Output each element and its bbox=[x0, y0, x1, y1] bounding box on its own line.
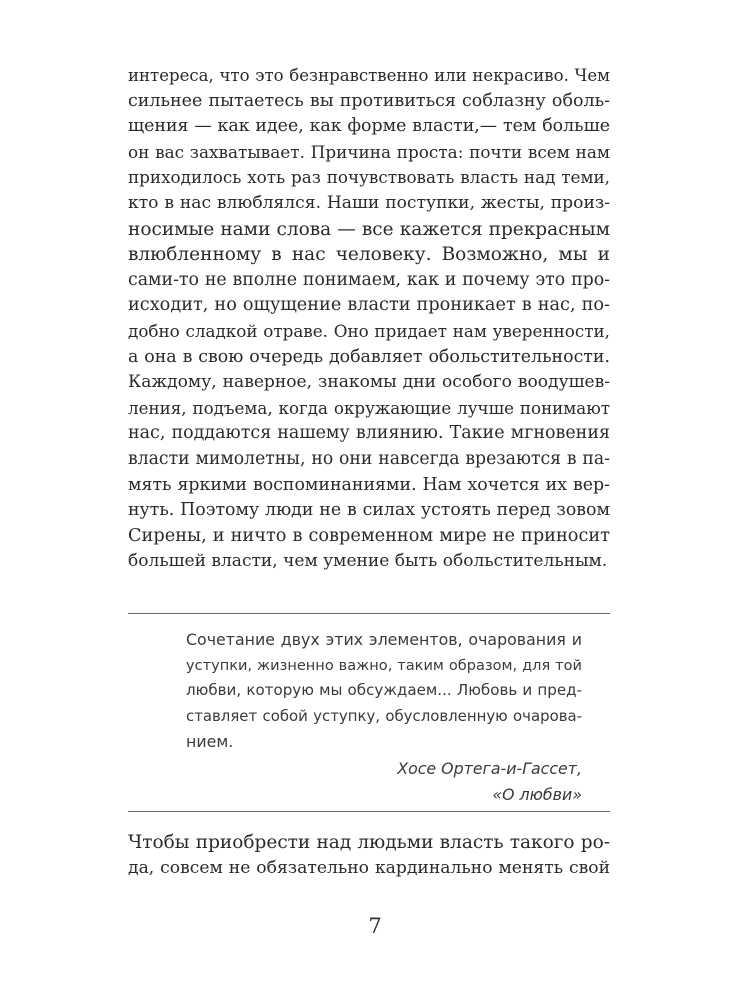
epigraph-line: Сочетание двух этих элементов, очарования и bbox=[186, 630, 582, 649]
body-line: кто в нас влюблялся. Наши поступки, жесты, произ- bbox=[128, 192, 610, 213]
epigraph-line: уступки, жизненно важно, таким образом, для той bbox=[186, 656, 582, 674]
body-line: он вас захватывает. Причина проста: почти всем нам bbox=[128, 141, 610, 162]
body-line: нуть. Поэтому люди не в силах устоять перед зовом bbox=[128, 500, 610, 521]
body-line: исходит, но ощущение власти проникает в нас, по- bbox=[128, 295, 610, 316]
body-line: щения — как идее, как форме власти,— тем больше bbox=[128, 116, 610, 137]
epigraph-text bbox=[186, 627, 582, 755]
epigraph-line: нием. bbox=[186, 732, 234, 751]
body-line: добно сладкой отраве. Оно придает нам уверенности, bbox=[128, 320, 610, 341]
epigraph-work: «О любви» bbox=[492, 784, 582, 804]
epigraph-author: Хосе Ортега-и-Гассет, bbox=[397, 759, 582, 778]
epigraph-line: любви, которую мы обсуждаем... Любовь и пред- bbox=[186, 681, 582, 699]
body-line: влюбленному в нас человеку. Возможно, мы и bbox=[128, 244, 610, 266]
body-line: приходилось хоть раз почувствовать власть над теми, bbox=[128, 167, 610, 188]
body-line: Сирены, и ничто в современном мире не приносит bbox=[128, 525, 610, 546]
epigraph-line: ставляет собой уступку, обусловленную очарова- bbox=[186, 706, 582, 725]
body-line: Каждому, наверное, знакомы дни особого воодушев- bbox=[128, 372, 610, 393]
continuation-text bbox=[128, 830, 610, 881]
body-line: интереса, что это безнравственно или некрасиво. Чем bbox=[128, 66, 610, 85]
body-line: а она в свою очередь добавляет обольстительности. bbox=[128, 346, 610, 367]
page-number: 7 bbox=[368, 914, 382, 938]
body-text bbox=[128, 63, 610, 575]
body-line: нас, поддаются нашему влиянию. Такие мгновения bbox=[128, 423, 610, 444]
body-line: ления, подъема, когда окружающие лучше понимают bbox=[128, 397, 610, 418]
body-line: Чтобы приобрести над людьми власть такого ро- bbox=[128, 832, 610, 853]
body-line: сами-то не вполне понимаем, как и почему это про- bbox=[128, 269, 610, 290]
epigraph-bottom-rule bbox=[128, 811, 610, 812]
body-line: носимые нами слова — все кажется прекрасным bbox=[128, 218, 610, 240]
body-line: власти мимолетны, но они навсегда врезаются в па- bbox=[128, 448, 610, 469]
body-line: да, совсем не обязательно кардинально менять свой bbox=[128, 857, 610, 878]
body-line: большей власти, чем умение быть обольстительным. bbox=[128, 551, 608, 572]
epigraph-top-rule bbox=[128, 613, 610, 614]
body-line: мять яркими воспоминаниями. Нам хочется их вер- bbox=[128, 474, 610, 495]
body-line: сильнее пытаетесь вы противиться соблазну оболь- bbox=[128, 90, 610, 111]
epigraph-attribution bbox=[397, 756, 582, 807]
